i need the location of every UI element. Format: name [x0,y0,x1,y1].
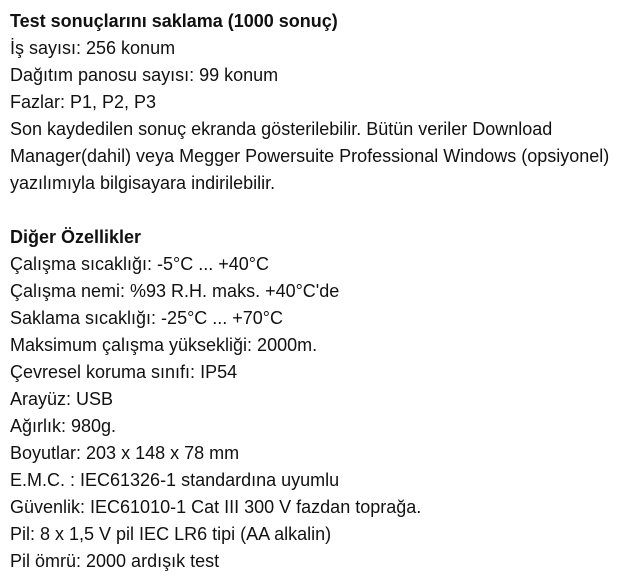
spec-line-protection-class: Çevresel koruma sınıfı: IP54 [10,362,238,382]
other-features-section [10,224,628,575]
spec-line-max-altitude: Maksimum çalışma yüksekliği: 2000m. [10,335,318,355]
spec-line-operating-humidity: Çalışma nemi: %93 R.H. maks. +40°C'de [10,281,340,301]
spec-line-dimensions: Boyutlar: 203 x 148 x 78 mm [10,443,240,463]
spec-document [10,8,628,575]
section-title-test-results: Test sonuçlarını saklama (1000 sonuç) [10,11,338,31]
section-title-other-features: Diğer Özellikler [10,227,142,247]
spec-line-interface: Arayüz: USB [10,389,114,409]
spec-line-battery-life: Pil ömrü: 2000 ardışık test [10,551,220,571]
spec-line-storage-temperature: Saklama sıcaklığı: -25°C ... +70°C [10,308,284,328]
spec-line-emc: E.M.C. : IEC61326-1 standardına uyumlu [10,470,340,490]
test-results-section [10,8,628,197]
spec-line-operating-temperature: Çalışma sıcaklığı: -5°C ... +40°C [10,254,269,274]
spec-line-battery: Pil: 8 x 1,5 V pil IEC LR6 tipi (AA alkalin) [10,524,332,544]
spec-line-distribution-boards: Dağıtım panosu sayısı: 99 konum [10,65,279,85]
spec-line-phases: Fazlar: P1, P2, P3 [10,92,157,112]
spec-line-weight: Ağırlık: 980g. [10,416,117,436]
spec-paragraph-download: Son kaydedilen sonuç ekranda gösterilebilir. Bütün veriler Download Manager(dahil) veya Megger Powersuite Professional Windows (opsiyonel) yazılımıyla bilgisayara indirilebilir. [10,119,610,193]
spec-line-job-count: İş sayısı: 256 konum [10,38,176,58]
section-spacer [10,197,628,224]
spec-line-safety: Güvenlik: IEC61010-1 Cat III 300 V fazdan toprağa. [10,497,422,517]
